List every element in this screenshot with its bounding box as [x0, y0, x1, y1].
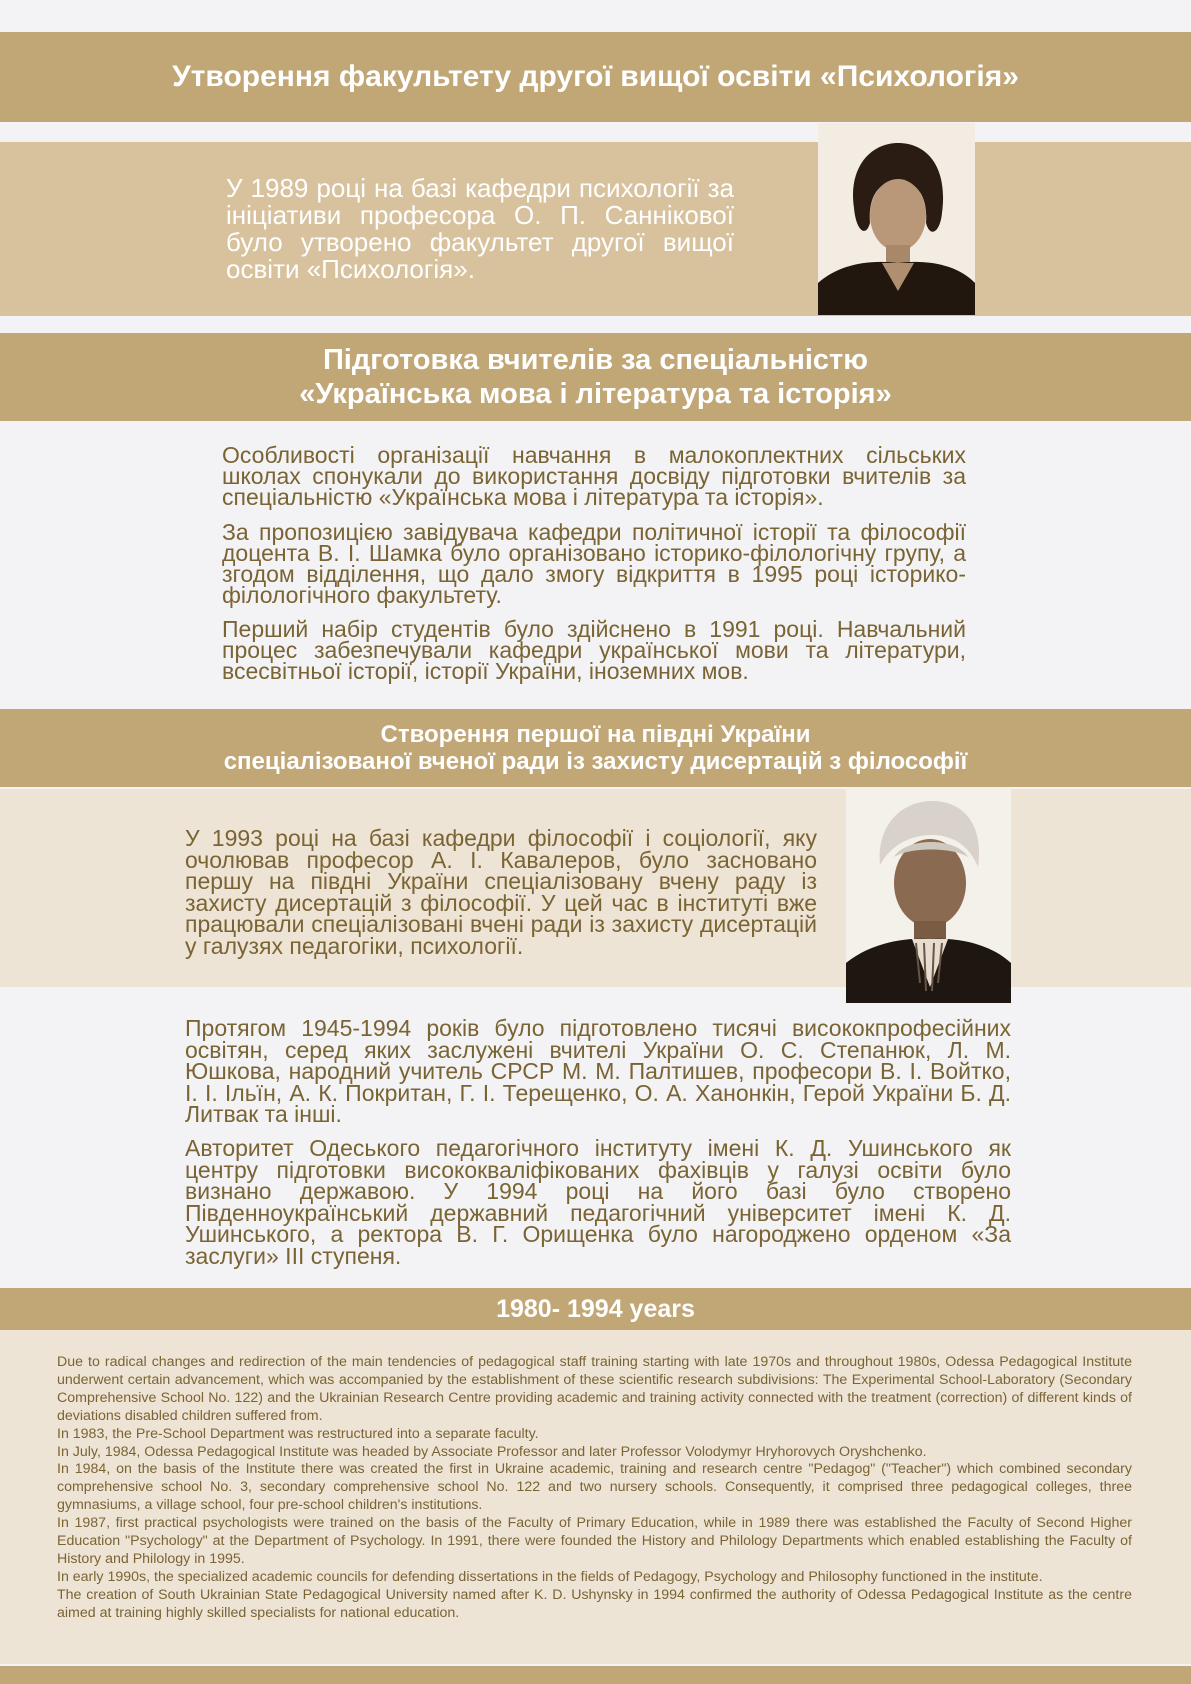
section-history-philology-title-band [0, 333, 1191, 421]
graduates-paragraph: Протягом 1945-1994 років було підготовлено тисячі висококпрофесійних освітян, серед яких заслужені вчителі України О. С. Степанюк, Л. М. Юшкова, народний учитель СРСР М. М. Палтишев, професори В. І. Войтко, І. І. Ільїн, А. К. Покритан, Г. І. Терещенко, О. А. Ханонкін, Герой України Б. Д. Литвак та інші. [185, 1015, 1011, 1127]
section-philosophy-council-title-band [0, 709, 1191, 787]
section-philosophy-council-title-line2: спеціалізованої вченої ради із захисту дисертацій з філософії [223, 748, 968, 775]
university-creation-paragraph: Авторитет Одеського педагогічного інституту імені К. Д. Ушинського як центру підготовки висококваліфікованих фахівців у галузі освіти було визнано державою. У 1994 році на його базі було створено Південноукраїнський державний педагогічний університет імені К. Д. Ушинського, а ректора В. Г. Орищенка було нагороджено орденом «За заслуги» ІІІ ступеня. [185, 1135, 1011, 1269]
section-history-philology-paragraph-3: Перший набір студентів було здійснено в 1991 році. Навчальний процес забезпечували кафедри української мови та літератури, всесвітньої історії, історії України, іноземних мов. [222, 616, 966, 684]
english-summary-paragraph: In early 1990s, the specialized academic councils for defending dissertations in the fields of Pedagogy, Psychology and Philosophy functioned in the institute. [57, 1568, 1043, 1585]
english-summary-paragraph: In 1983, the Pre-School Department was restructured into a separate faculty. [57, 1425, 539, 1442]
english-summary-text [57, 1354, 1132, 1623]
english-summary-paragraph: The creation of South Ukrainian State Pedagogical University named after K. D. Ushynsky in 1994 confirmed the authority of Odessa Pedagogical Institute as the centre aimed at training highly skilled specialists for national education. [57, 1586, 1132, 1621]
english-summary-paragraph: In 1984, on the basis of the Institute there was created the first in Ukraine academic, training and research centre "Pedagog" ("Teacher") which combined secondary comprehensive school No. 3, secondary comprehensive school No. 122 and two nursery schools. Consequently, it comprised three pedagogical colleges, three gymnasiums, a village school, four pre-school children's institutions. [57, 1461, 1132, 1514]
english-summary-title: 1980- 1994 years [496, 1294, 695, 1323]
section-history-philology-paragraph-1: Особливості організації навчання в малокоплектних сільських школах спонукали до використання досвіду підготовки вчителів за спеціальністю «Українська мова і література та історія». [222, 442, 966, 510]
portrait-photo-woman [818, 123, 975, 315]
section-philosophy-council-paragraph: У 1993 році на базі кафедри філософії і соціології, яку очолював професор А. І. Кавалеров, було засновано першу на півдні України спеціалізовану вчену раду із захисту дисертацій з філософії. У цей час в інституті вже працювали спеціалізовані вчені ради із захисту дисертацій у галузях педагогіки, психології. [185, 825, 817, 959]
section-psychology-title: Утворення факультету другої вищої освіти «Психологія» [172, 60, 1019, 93]
english-summary-paragraph: Due to radical changes and redirection of the main tendencies of pedagogical staff training starting with late 1970s and throughout 1980s, Odessa Pedagogical Institute underwent certain advancement, which was accompanied by the establishment of these scientific research subdivisions: The Experimental School-Laboratory (Secondary Comprehensive School No. 122) and the Ukrainian Research Centre providing academic and training activity connected with the treatment (correction) of different kinds of deviations disabled children suffered from. [57, 1354, 1132, 1424]
section-history-philology-paragraph-2: За пропозицією завідувача кафедри політичної історії та філософії доцента В. І. Шамка було організовано історико-філологічну групу, а згодом відділення, що дало змогу відкриття в 1995 році історико-філологічного факультету. [222, 519, 966, 608]
portrait-photo-man [846, 787, 1011, 1003]
english-summary-paragraph: In July, 1984, Odessa Pedagogical Institute was headed by Associate Professor and later Professor Volodymyr Hryhorovych Oryshchenko. [57, 1443, 927, 1460]
section-history-philology-title-line1: Підготовка вчителів за спеціальністю [322, 344, 869, 376]
section-philosophy-council-title-line1: Створення першої на півдні України [380, 721, 811, 748]
english-summary-title-band [0, 1288, 1191, 1330]
section-history-philology-title-line2: «Українська мова і література та історія» [299, 378, 892, 410]
footer-band [0, 1666, 1191, 1684]
english-summary-paragraph: In 1987, first practical psychologists were trained on the basis of the Faculty of Primary Education, while in 1989 there was established the Faculty of Second Higher Education "Psychology" at the Department of Psychology. In 1991, there were founded the History and Philology Departments which enabled establishing the Faculty of History and Philology in 1995. [57, 1515, 1132, 1567]
section-psychology-paragraph: У 1989 році на базі кафедри психології за ініціативи професора О. П. Саннікової було утворено факультет другої вищої освіти «Психологія». [226, 173, 734, 284]
section-psychology-title-band [0, 32, 1191, 122]
